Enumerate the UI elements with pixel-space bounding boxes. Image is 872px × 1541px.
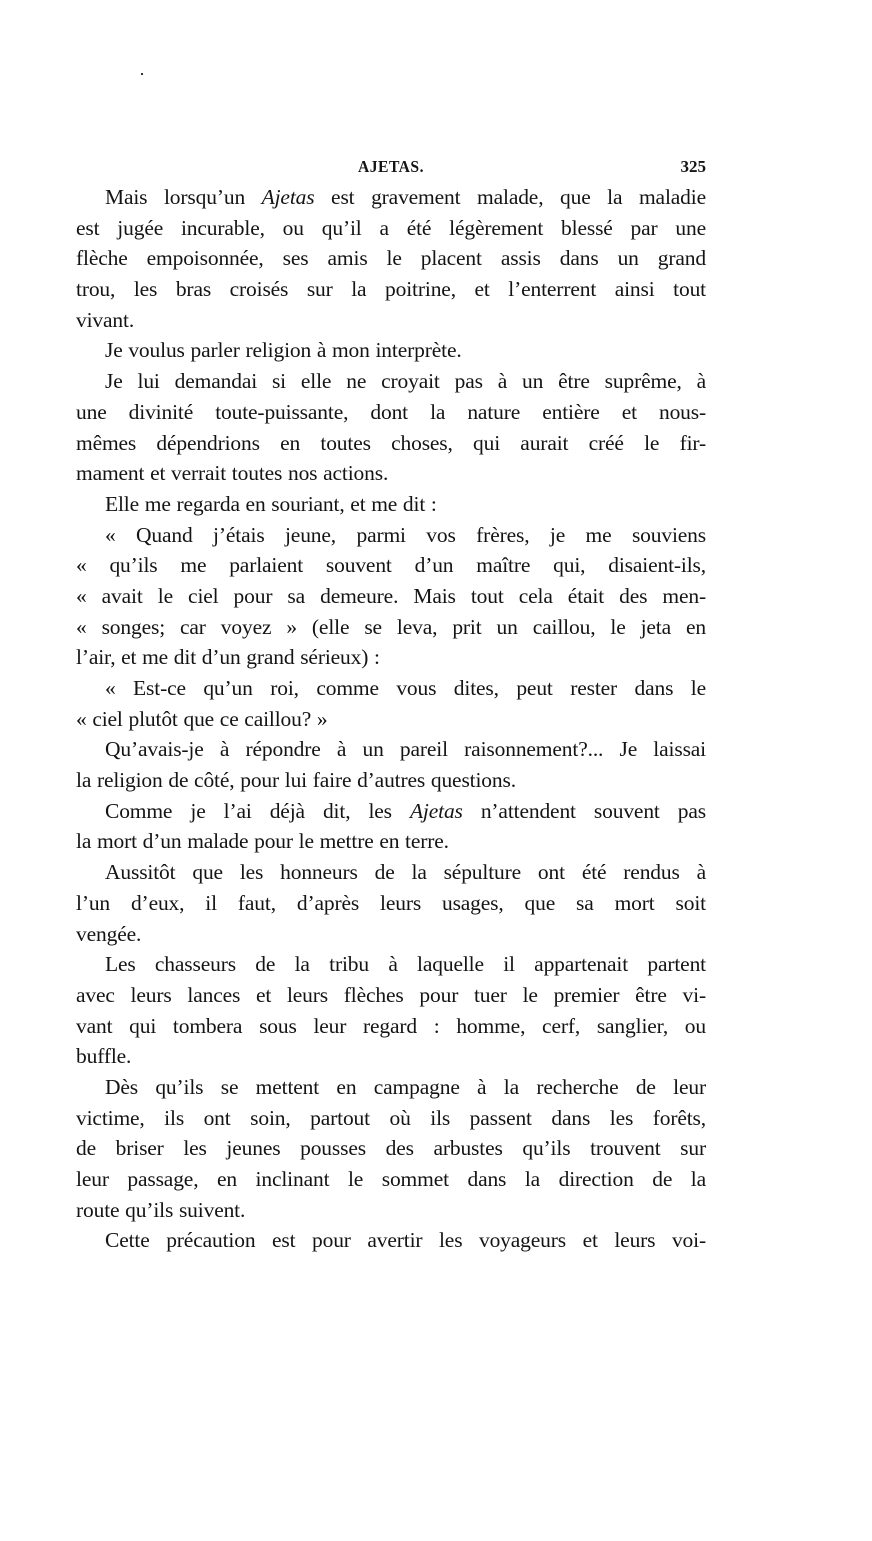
text-segment: mêmes dépendrions en toutes choses, qui aurait créé le fir- [76, 430, 706, 455]
text-segment: Les chasseurs de la tribu à laquelle il appartenait partent [105, 952, 706, 977]
paragraph [76, 1225, 706, 1256]
text-segment: Dès qu’ils se mettent en campagne à la recherche de leur [105, 1074, 706, 1099]
text-line [76, 642, 706, 673]
text-segment: est jugée incurable, ou qu’il a été légèrement blessé par une [76, 215, 706, 240]
text-line [76, 243, 706, 274]
text-segment: l’un d’eux, il faut, d’après leurs usages, que sa mort soit [76, 890, 706, 915]
text-segment: une divinité toute-puissante, dont la nature entière et nous- [76, 399, 706, 424]
text-segment: « avait le ciel pour sa demeure. Mais tout cela était des men- [76, 583, 706, 608]
paragraph [76, 796, 706, 857]
text-line [76, 489, 706, 520]
paragraph [76, 520, 706, 673]
text-segment: avec leurs lances et leurs flèches pour tuer le premier être vi- [76, 982, 706, 1007]
text-segment: « Quand j’étais jeune, parmi vos frères, je me souviens [105, 522, 706, 547]
paragraph [76, 857, 706, 949]
text-line [76, 1225, 706, 1256]
paragraph [76, 1072, 706, 1225]
text-line [76, 213, 706, 244]
text-line [76, 458, 706, 489]
text-segment: Mais lorsqu’un [105, 185, 262, 209]
paragraph [76, 673, 706, 734]
print-speck [141, 73, 143, 75]
text-segment: « songes; car voyez » (elle se leva, prit un caillou, le jeta en [76, 614, 706, 639]
text-line [76, 826, 706, 857]
text-segment: la mort d’un malade pour le mettre en terre. [76, 829, 449, 854]
paragraph [76, 734, 706, 795]
text-segment: leur passage, en inclinant le sommet dans la direction de la [76, 1167, 706, 1191]
text-line [76, 888, 706, 919]
text-line [76, 305, 706, 336]
italic-term: Ajetas [261, 185, 315, 209]
paragraph [76, 182, 706, 335]
text-line [76, 1041, 706, 1072]
text-segment: route qu’ils suivent. [76, 1197, 246, 1222]
text-line [76, 366, 706, 397]
paragraph [76, 366, 706, 489]
text-segment: flèche empoisonnée, ses amis le placent assis dans un grand [76, 246, 706, 271]
italic-term: Ajetas [409, 798, 463, 823]
text-line [76, 919, 706, 950]
text-segment: mament et verrait toutes nos actions. [76, 461, 389, 486]
text-segment: trou, les bras croisés sur la poitrine, et l’enterrent ainsi tout [76, 277, 706, 302]
text-segment: Aussitôt que les honneurs de la sépulture ont été rendus à [105, 860, 706, 885]
text-line [76, 949, 706, 980]
text-line [76, 980, 706, 1011]
text-line [76, 182, 706, 213]
paragraph [76, 949, 706, 1072]
running-title: AJETAS. [358, 157, 424, 176]
text-line [76, 796, 706, 827]
running-head [76, 152, 706, 182]
text-line [76, 1011, 706, 1042]
text-line [76, 857, 706, 888]
body-text [76, 182, 706, 1256]
text-segment: Qu’avais-je à répondre à un pareil raisonnement?... Je laissai [105, 737, 706, 762]
book-page [76, 152, 706, 1256]
text-segment: vivant. [76, 307, 135, 332]
text-line [76, 704, 706, 735]
text-line [76, 673, 706, 704]
text-line [76, 1195, 706, 1226]
text-line [76, 765, 706, 796]
text-segment: Je voulus parler religion à mon interprète. [105, 338, 462, 363]
paragraph [76, 489, 706, 520]
text-segment: Je lui demandai si elle ne croyait pas à un être suprême, à [105, 369, 706, 394]
text-line [76, 1133, 706, 1164]
text-line [76, 520, 706, 551]
text-segment: Elle me regarda en souriant, et me dit : [105, 491, 437, 516]
text-segment: l’air, et me dit d’un grand sérieux) : [76, 645, 380, 670]
text-line [76, 1164, 706, 1195]
text-line [76, 335, 706, 366]
text-segment: est gravement malade, que la maladie [314, 185, 706, 209]
text-line [76, 581, 706, 612]
text-line [76, 1103, 706, 1134]
text-segment: buffle. [76, 1044, 132, 1069]
text-line [76, 397, 706, 428]
text-segment: vant qui tombera sous leur regard : homme, cerf, sanglier, ou [76, 1013, 706, 1038]
text-segment: « qu’ils me parlaient souvent d’un maître qui, disaient-ils, [76, 553, 706, 578]
text-line [76, 1072, 706, 1103]
text-line [76, 428, 706, 459]
text-segment: la religion de côté, pour lui faire d’autres questions. [76, 768, 516, 793]
text-segment: de briser les jeunes pousses des arbustes qu’ils trouvent sur [76, 1136, 706, 1161]
text-line [76, 550, 706, 581]
paragraph [76, 335, 706, 366]
text-segment: « ciel plutôt que ce caillou? » [76, 706, 328, 731]
text-segment: « Est-ce qu’un roi, comme vous dites, peut rester dans le [105, 676, 706, 700]
page-number: 325 [680, 157, 706, 176]
text-segment: n’attendent souvent pas [462, 798, 706, 823]
text-segment: Cette précaution est pour avertir les voyageurs et leurs voi- [105, 1228, 706, 1253]
text-segment: victime, ils ont soin, partout où ils passent dans les forêts, [76, 1105, 706, 1130]
text-segment: vengée. [76, 921, 142, 946]
text-line [76, 274, 706, 305]
text-segment: Comme je l’ai déjà dit, les [105, 798, 410, 823]
text-line [76, 734, 706, 765]
text-line [76, 612, 706, 643]
